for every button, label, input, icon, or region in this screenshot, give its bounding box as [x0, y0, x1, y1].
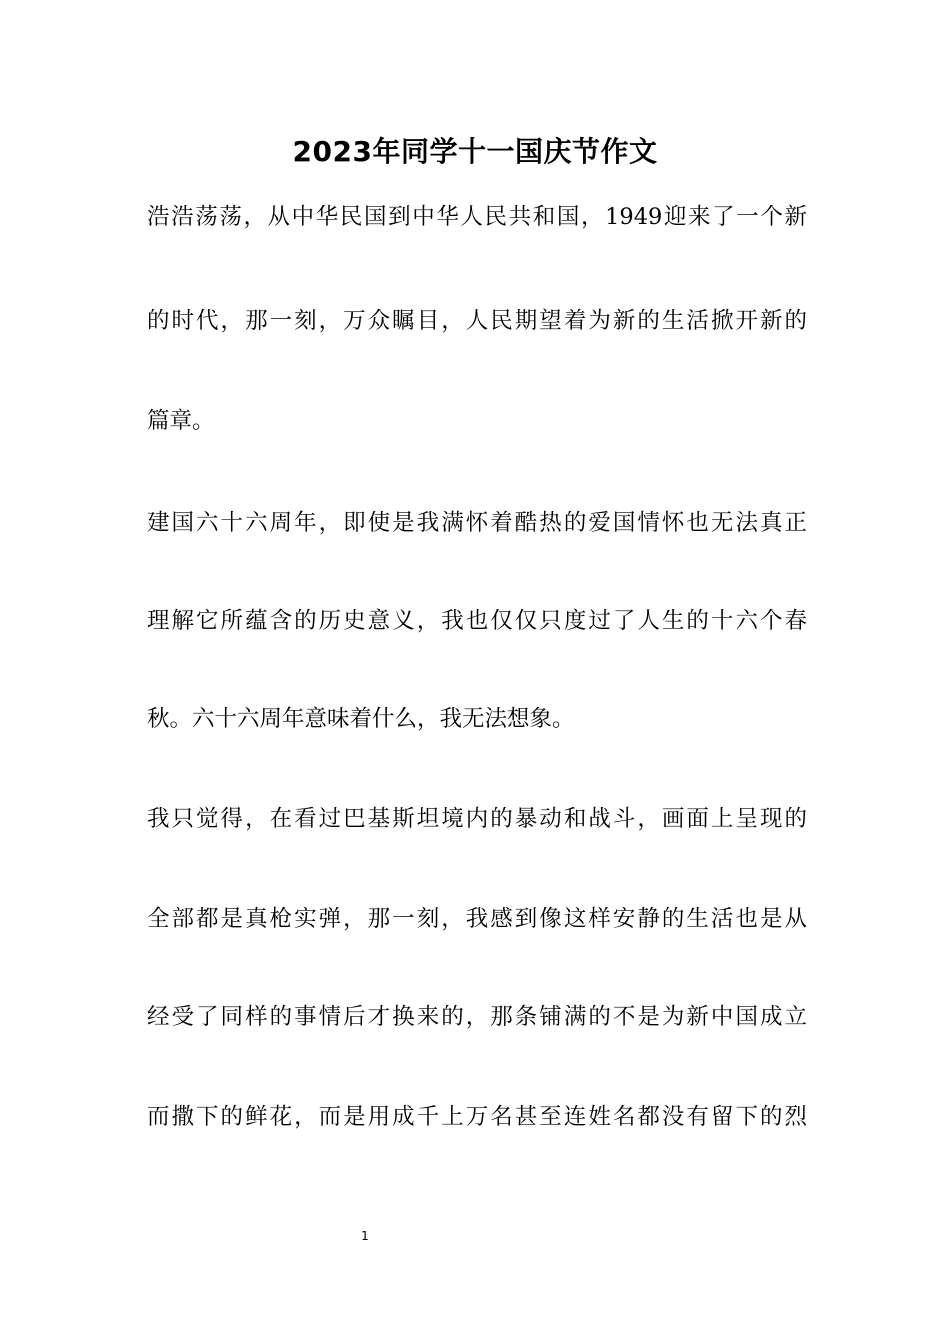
paragraph-line: 经受了同样的事情后才换来的，那条铺满的不是为新中国成立: [147, 1004, 807, 1030]
paragraph-line: 全部都是真枪实弹，那一刻，我感到像这样安静的生活也是从: [147, 906, 807, 932]
paragraph-line: 建国六十六周年，即使是我满怀着酷热的爱国情怀也无法真正: [147, 510, 807, 536]
paragraph-line: 篇章。: [147, 408, 215, 434]
page-number: 1: [361, 1229, 369, 1243]
paragraph-line: 我只觉得，在看过巴基斯坦境内的暴动和战斗，画面上呈现的: [147, 806, 807, 832]
paragraph-line: 浩浩荡荡，从中华民国到中华人民共和国，1949迎来了一个新: [147, 204, 807, 230]
paragraph-line: 理解它所蕴含的历史意义，我也仅仅只度过了人生的十六个春: [147, 608, 807, 634]
paragraph-line: 而撒下的鲜花，而是用成千上万名甚至连姓名都没有留下的烈: [147, 1104, 807, 1130]
paragraph-line: 秋。六十六周年意味着什么，我无法想象。: [147, 706, 575, 732]
document-title: 2023年同学十一国庆节作文: [292, 135, 658, 168]
paragraph-line: 的时代，那一刻，万众瞩目，人民期望着为新的生活掀开新的: [147, 308, 807, 334]
